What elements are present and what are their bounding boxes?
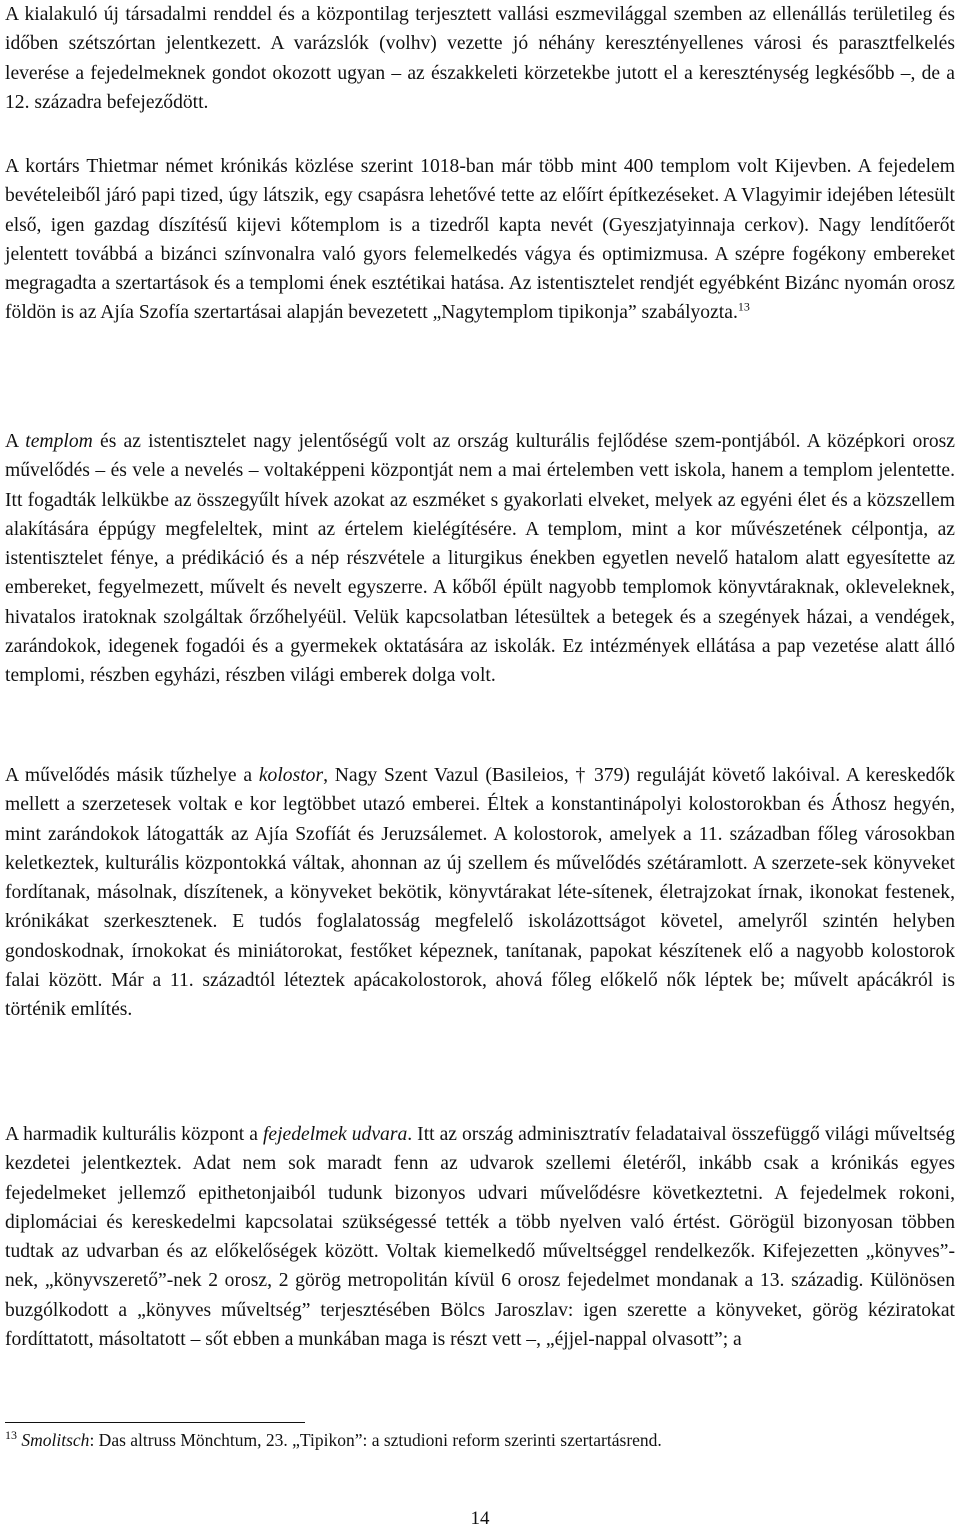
footnote-reference[interactable]: 13 [737, 299, 750, 314]
paragraph-princely-court [5, 1120, 955, 1354]
footnote-text: : Das altruss Mönchtum, 23. „Tipikon”: a sztudioni reform szerinti szertartásrend. [89, 1430, 662, 1450]
paragraph-monastery [5, 761, 955, 1025]
emphasis-term: kolostor [258, 765, 324, 786]
paragraph-text: A művelődés másik tűzhelye a [5, 765, 259, 786]
paragraph-text: . Itt az ország adminisztratív feladataival összefüggő világi műveltség kezdetei jelentkeztek. Adat nem sok maradt fenn az udvarok szellemi életéről, inkább csak a krónikás egyes fejedelmeket jellemző epithetonjaiból tudunk bizonyos udvari művelődésre következtetni. A fejedelmek rokoni, diplomáciai és kereskedelmi kapcsolatai szükségessé tették a több nyelven való értést. Görögül bizonyosan többen tudtak az udvarban és az előkelőségek között. Voltak kiemelkedő műveltséggel rendelkezők. Kifejezetten „könyves”-nek, „könyvszerető”-nek 2 orosz, 2 görög metropolitán kívül 6 orosz fejedelmet mondanak a 13. századig. Különösen buzgólkodott a „könyves műveltség” terjesztésében Bölcs Jaroszlav: igen szerette a könyveket, görög kéziratokat fordíttatott, másoltatott – sőt ebben a munkában maga is részt vett –, „éjjel-nappal olvasott”; a [5, 1124, 956, 1351]
paragraph-text: A harmadik kulturális központ a [5, 1124, 263, 1145]
emphasis-term: templom [25, 431, 93, 452]
paragraph-text: A kortárs Thietmar német krónikás közlése szerint 1018-ban már több mint 400 templom volt Kijevben. A fejedelem bevételeiből járó papi tized, úgy látszik, egy csapásra lehetővé tette az előírt építkezéseket. A Vlagyimir idejében létesült első, igen gazdag díszítésű kijevi kőtemplom is a tizedről kapta nevét (Gyeszjatyinnaja cerkov). Nagy lendítőerőt jelentett továbbá a bizánci színvonalra való gyors felemelkedés vágya és optimizmusa. A szépre fogékony embereket megragadta a szertartások és a templomi ének esztétikai hatása. Az istentisztelet rendjét egyébként Bizánc nyomán orosz földön is az Ajía Szofía szertartásai alapján bevezetett „Nagytemplom tipikonja” szabályozta. [5, 156, 955, 324]
footnote-author: Smolitsch [21, 1430, 90, 1450]
paragraph-text: A [5, 431, 26, 452]
paragraph-churches-kiev [5, 152, 955, 328]
paragraph-resistance [5, 0, 955, 117]
paragraph-text: , Nagy Szent Vazul (Basileios, † 379) reguláját követő lakóival. A kereskedők mellett a szerzetesek voltak e kor legtöbbet utazó emberei. Éltek a konstantinápolyi kolostorokban és Áthosz hegyén, mint zarándokok látogatták az Ajía Szofíát és Jeruzsálemet. A kolostorok, amelyek a 11. században főleg városokban keletkeztek, kulturális központokká váltak, ahonnan az új szellem és művelődés szétáramlott. A szerzete-sek könyveket fordítanak, másolnak, díszítenek, a könyveket bekötik, könyvtárakat léte-sítenek, életrajzokat írnak, ikonokat festenek, krónikákat szerkesztenek. E tudós foglalatosság megfelelő iskolázottságot követel, amelyről szintén helyben gondoskodnak, írnokokat és miniátorokat, festőket képeznek, tanítanak, papokat készítenek elő a nagyobb kolostorok falai között. Már a 11. századtól léteztek apácakolostorok, ahová főleg előkelő nők léptek be; művelt apácákról is történik említés. [5, 765, 955, 1021]
paragraph-temple [5, 427, 955, 691]
paragraph-text: és az istentisztelet nagy jelentőségű volt az ország kulturális fejlődése szem-pontjából. A középkori orosz művelődés – és vele a nevelés – voltaképpeni központját nem a mai értelemben vett iskola, hanem a templom jelentette. Itt fogadták lelkükbe az összegyűlt hívek azokat az eszméket s gyakorlati elveket, melyek az egyéni élet és a közszellem alakítására éppúgy megfeleltek, mint az értelem kielégítésére. A templom, mint a kor művészetének célpontja, az istentisztelet fénye, a prédikáció és a nép részvétele a liturgikus énekben egyetlen nevelő hatalom alatt egyesítette az embereket, fegyelmezett, művelt és nevelt egyszerre. A kőből épült nagyobb templomok könyvtáraknak, okleveleknek, hivatalos iratoknak szolgáltak őrzőhelyéül. Velük kapcsolatban létesültek a betegek és a szegények házai, a vendégek, zarándokok, idegenek fogadói és a gyermekek oktatására az iskolák. Ez intézmények ellátása a pap vezetése alatt álló templomi, részben egyházi, részben világi emberek dolga volt. [5, 431, 955, 687]
document-page [5, 0, 955, 1537]
emphasis-term: fejedelmek udvara [262, 1124, 408, 1145]
footnote-divider [5, 1422, 305, 1423]
page-number: 14 [470, 1508, 490, 1529]
footnote [5, 1427, 955, 1453]
paragraph-text: A kialakuló új társadalmi renddel és a központilag terjesztett vallási eszmevilággal szemben az ellenállás területileg és időben szétszórtan jelentkezett. A varázslók (volhv) vezette jó néhány keresztényellenes városi és parasztfelkelés leverése a fejedelmeknek gondot okozott ugyan – az északkeleti körzetekbe jutott el a kereszténység legkésőbb –, de a 12. századra befejeződött. [5, 4, 955, 113]
footnote-number: 13 [5, 1428, 17, 1443]
